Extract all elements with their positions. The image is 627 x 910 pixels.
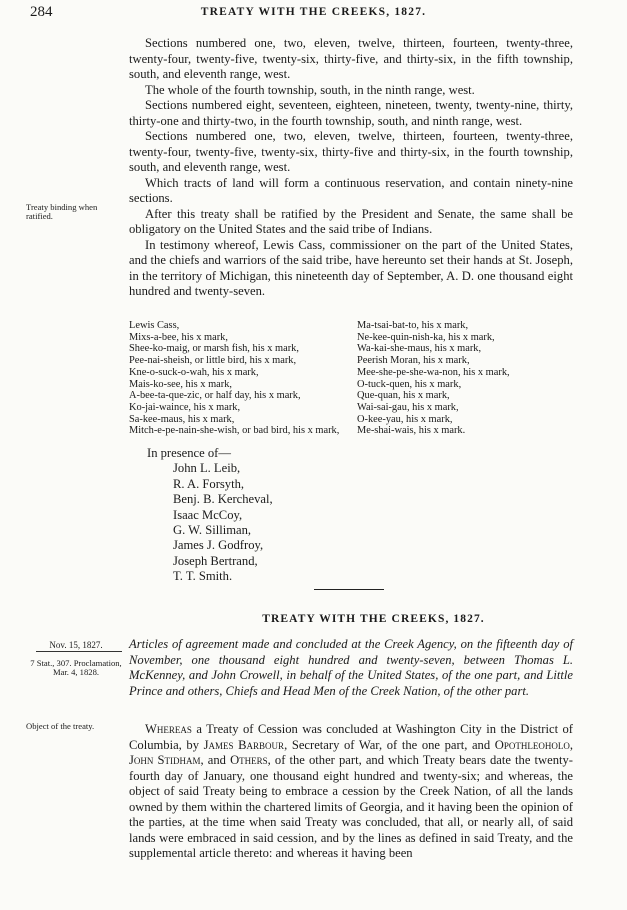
signature: A-bee-ta-que-zic, or half day, his x mark, [129, 390, 301, 402]
signature: Mitch-e-pe-nain-she-wish, or bad bird, his x mark, [129, 425, 340, 437]
paragraph: Which tracts of land will form a continuous reservation, and contain ninety-nine sections. [129, 175, 573, 205]
running-head: TREATY WITH THE CREEKS, 1827. [200, 6, 427, 18]
witness-name: T. T. Smith. [173, 569, 233, 584]
whereas-word: Whereas [145, 722, 192, 736]
paragraph: The whole of the fourth township, south, in the ninth range, west. [145, 82, 475, 97]
witness-intro: In presence of— [147, 446, 231, 460]
signature: Shee-ko-maig, or marsh fish, his x mark, [129, 343, 299, 355]
whereas-paragraph: Whereas a Treaty of Cession was concluded at Washington City in the District of Columbia, by James Barbour, Secretary of War, of the one part, and Opothleoholo, John Stidham, and Others, of the other part, and which Treaty bears date the twenty-fourth day of January, one thousand eight hundred and twenty-six; and whereas, the object of said Treaty being to embrace a cession by the Creek Nation, of all the lands owned by them within the chartered limits of Georgia, and it having been the opinion of the parties, at the time when said Treaty was concluded, that all, or nearly all, of said lands were embraced in said cession, and by the lines as defined in said Treaty, and the supplemental article thereto: and whereas it having been [129, 722, 573, 860]
section-divider [314, 589, 384, 590]
paragraph: After this treaty shall be ratified by the President and Senate, the same shall be obligatory on the United States and the said tribe of Indians. [129, 206, 573, 236]
signature: Mixs-a-bee, his x mark, [129, 331, 228, 343]
margin-note-citation: 7 Stat., 307. Proclamation, Mar. 4, 1828. [30, 658, 122, 678]
witness-name: Benj. B. Kercheval, [173, 492, 273, 507]
signatures-left-column [129, 320, 345, 437]
treaty-date: Nov. 15, 1827. [49, 640, 103, 650]
signature: O-kee-yau, his x mark, [357, 413, 453, 425]
signature: Mais-ko-see, his x mark, [129, 378, 233, 390]
margin-note-date [26, 641, 126, 654]
signature: O-tuck-quen, his x mark, [357, 378, 462, 390]
witness-name: R. A. Forsyth, [173, 476, 245, 491]
margin-note-ratified: Treaty binding when ratified. [26, 202, 98, 222]
margin-note-object: Object of the treaty. [26, 721, 95, 731]
signature: Mee-she-pe-she-wa-non, his x mark, [357, 366, 510, 378]
signature: Peerish Moran, his x mark, [357, 355, 470, 367]
witness-block [147, 446, 273, 585]
signature: Que-quan, his x mark, [357, 390, 450, 402]
margin-rule [36, 651, 122, 652]
body-text-top [129, 36, 573, 300]
paragraph: Sections numbered eight, seventeen, eighteen, nineteen, twenty, twenty-nine, thirty, thirty-one and thirty-two, in the fourth township, south, and ninth range, west. [129, 98, 573, 128]
person-name: Opothleoholo [494, 737, 570, 752]
paragraph: In testimony whereof, Lewis Cass, commissioner on the part of the United States, and the chiefs and warriors of the said tribe, have hereunto set their hands at St. Joseph, in the territory of Michigan, this nineteenth day of September, A. D. one thousand eight hundred and twenty-seven. [129, 237, 573, 298]
signatures-right-column [357, 320, 573, 437]
preamble: Articles of agreement made and concluded at the Creek Agency, on the fifteenth day of November, one thousand eight hundred and twenty-seven, between Thomas L. McKenney, and John Crowell, in behalf of the United States, of the one part, and Little Prince and others, Chiefs and Head Men of the Creek Nation, of the other part. [129, 637, 573, 698]
signature: Kne-o-suck-o-wah, his x mark, [129, 366, 259, 378]
signature: Ko-jai-waince, his x mark, [129, 401, 241, 413]
paragraph: Sections numbered one, two, eleven, twelve, thirteen, fourteen, twenty-three, twenty-four, twenty-five, twenty-six, thirty-five, and thirty-six, in the fifth township, south, and eleventh range, west. [129, 36, 573, 81]
signature-block [129, 320, 573, 437]
signature: Sa-kee-maus, his x mark, [129, 413, 235, 425]
signature: Wa-kai-she-maus, his x mark, [357, 343, 482, 355]
person-name: John Stidham [129, 753, 201, 767]
paragraph: Sections numbered one, two, eleven, twelve, thirteen, fourteen, twenty-three, twenty-four, twenty-five, twenty-six, thirty-five and thirty-six, in the fourth township, south, and eleventh range, west. [129, 129, 573, 174]
person-name: Others [230, 753, 268, 767]
treaty-title: TREATY WITH THE CREEKS, 1827. [262, 613, 485, 625]
witness-name: G. W. Silliman, [173, 523, 252, 538]
signature: Lewis Cass, [129, 320, 180, 331]
signature: Ma-tsai-bat-to, his x mark, [357, 320, 469, 331]
signature: Pee-nai-sheish, or little bird, his x mark, [129, 355, 297, 367]
witness-name: John L. Leib, [173, 461, 241, 476]
witness-name: James J. Godfroy, [173, 538, 264, 553]
witness-name: Isaac McCoy, [173, 507, 243, 522]
signature: Ne-kee-quin-nish-ka, his x mark, [357, 331, 495, 343]
witness-name: Joseph Bertrand, [173, 553, 258, 568]
signature: Me-shai-wais, his x mark. [357, 425, 466, 437]
signature: Wai-sai-gau, his x mark, [357, 401, 459, 413]
person-name: James Barbour [203, 737, 285, 752]
page-number: 284 [30, 4, 53, 20]
